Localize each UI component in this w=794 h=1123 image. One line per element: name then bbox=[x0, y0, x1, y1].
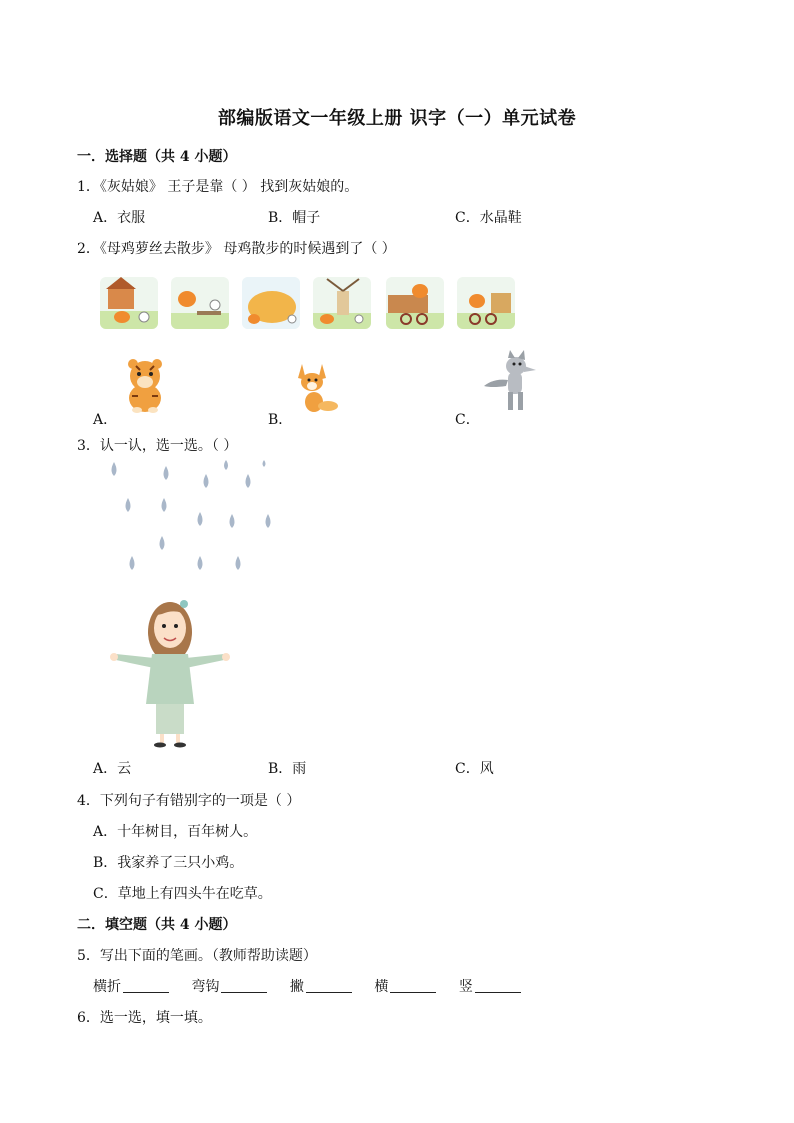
fox-image bbox=[292, 356, 340, 414]
stroke-answer-blank-4[interactable] bbox=[390, 978, 436, 993]
story-scene-farmyard bbox=[100, 277, 158, 329]
q3-option-a: A．云 bbox=[93, 761, 132, 777]
q3-option-b: B．雨 bbox=[268, 761, 307, 777]
stroke-answer-blank-5[interactable] bbox=[475, 978, 521, 993]
question-4: 4．下列句子有错别字的一项是（ ） bbox=[77, 793, 301, 809]
q3-option-c: C．风 bbox=[455, 761, 494, 777]
q1-option-b: B．帽子 bbox=[268, 210, 321, 226]
stroke-label-shu: 竖 bbox=[458, 979, 473, 995]
stroke-label-pie: 撇 bbox=[289, 979, 304, 995]
question-5: 5．写出下面的笔画。（教师帮助读题） bbox=[77, 948, 317, 964]
stroke-answer-blank-1[interactable] bbox=[123, 978, 169, 993]
page-title: 部编版语文一年级上册 识字（一）单元试卷 bbox=[217, 108, 577, 129]
stroke-answer-blank-3[interactable] bbox=[306, 978, 352, 993]
tiger-image bbox=[118, 356, 172, 414]
question-3: 3．认一认，选一选。（ ） bbox=[77, 438, 238, 454]
q2-option-c: C． bbox=[455, 412, 480, 428]
stroke-blanks-row bbox=[93, 976, 539, 996]
q1-option-c: C．水晶鞋 bbox=[455, 210, 522, 226]
question-6: 6．选一选，填一填。 bbox=[77, 1010, 212, 1026]
q4-option-b: B．我家养了三只小鸡。 bbox=[93, 855, 244, 871]
stroke-label-wan-gou: 弯钩 bbox=[191, 979, 220, 995]
section-fill-heading: 二．填空题（共 4 小题） bbox=[77, 917, 237, 933]
question-2: 2．《母鸡萝丝去散步》 母鸡散步的时候遇到了（ ） bbox=[77, 241, 396, 257]
story-scene-haystack bbox=[242, 277, 300, 329]
story-scene-beehives bbox=[457, 277, 515, 329]
q4-option-c: C．草地上有四头牛在吃草。 bbox=[93, 886, 272, 902]
q4-option-a: A．十年树目，百年树人。 bbox=[93, 824, 258, 840]
section-choice-heading: 一．选择题（共 4 小题） bbox=[77, 149, 237, 165]
stroke-answer-blank-2[interactable] bbox=[221, 978, 267, 993]
wolf-image bbox=[478, 350, 544, 414]
question-1: 1．《灰姑娘》 王子是靠（ ） 找到灰姑娘的。 bbox=[77, 179, 359, 195]
rain-girl-image bbox=[96, 458, 276, 748]
q2-option-a: A． bbox=[93, 412, 118, 428]
story-scene-rake bbox=[171, 277, 229, 329]
stroke-label-heng: 横 bbox=[374, 979, 389, 995]
stroke-label-heng-zhe: 横折 bbox=[93, 979, 121, 995]
story-scene-fence bbox=[386, 277, 444, 329]
q1-option-a: A．衣服 bbox=[93, 210, 146, 226]
story-scene-mill bbox=[313, 277, 371, 329]
q2-option-b: B． bbox=[268, 412, 293, 428]
